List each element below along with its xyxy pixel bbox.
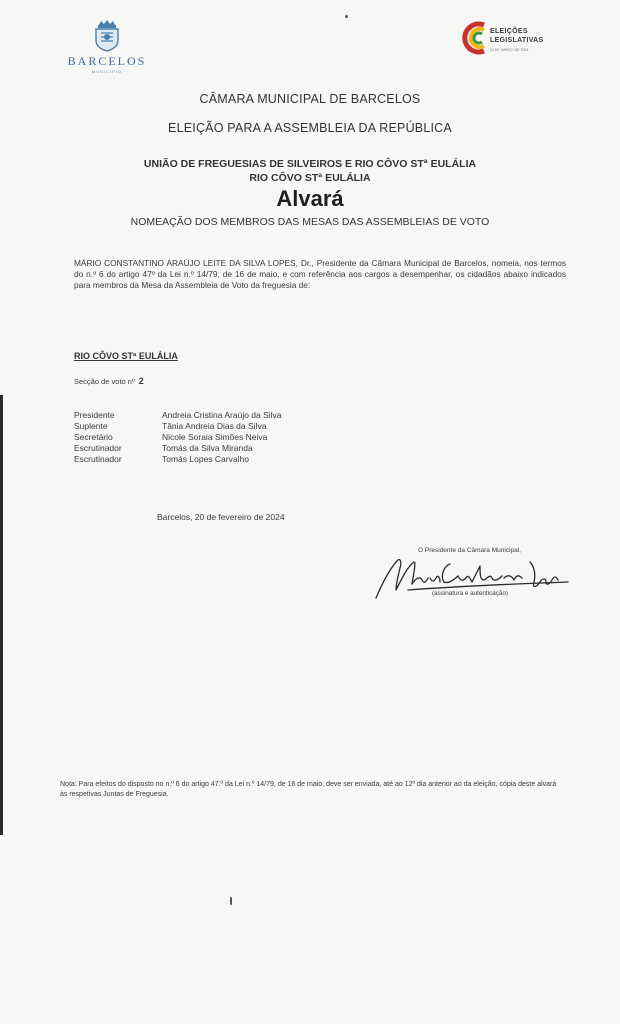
scan-speck — [345, 15, 348, 18]
member-name: Nicole Soraia Simões Neiva — [162, 432, 268, 442]
member-role: Presidente — [74, 410, 115, 420]
eleicoes-logo-icon — [462, 21, 490, 55]
member-name: Andreia Cristina Araújo da Silva — [162, 410, 282, 420]
president-label: O Presidente da Câmara Municipal, — [418, 547, 521, 554]
eleicoes-line1: ELEIÇÕES — [490, 28, 528, 35]
barcelos-sub: MUNICÍPIO — [91, 69, 123, 74]
section-label: Secção de voto nº — [74, 377, 135, 386]
member-name: Tânia Andreia Dias da Silva — [162, 421, 267, 431]
member-name: Tomás da Silva Miranda — [162, 443, 253, 453]
eleicoes-line3: 10 DE MARÇO DE 2024 — [490, 48, 529, 52]
place-date: Barcelos, 20 de fevereiro de 2024 — [157, 512, 285, 522]
section-line — [74, 376, 144, 386]
body-paragraph: MÁRIO CONSTANTINO ARAÚJO LEITE DA SILVA LOPES, Dr., Presidente da Câmara Municipal de Barcelos, nomeia, nos termos do n.º 6 do artigo 47º da Lei n.º 14/79, de 16 de maio, e com referência aos cargos a desempenhar, os cidadãos abaixo indicados para membros da Mesa da Assembleia de Voto da freguesia de: — [74, 258, 566, 290]
scan-speck — [230, 897, 232, 905]
member-role: Escrutinador — [74, 454, 122, 464]
member-role: Escrutinador — [74, 443, 122, 453]
title-camara: CÂMARA MUNICIPAL DE BARCELOS — [199, 92, 421, 106]
member-role: Secretário — [74, 432, 113, 442]
barcelos-name: BARCELOS — [67, 54, 147, 68]
eleicoes-logo — [462, 21, 572, 61]
signature-caption: (assinatura e autenticação) — [432, 590, 508, 597]
member-role: Suplente — [74, 421, 108, 431]
section-title: RIO CÔVO STª EULÁLIA — [74, 351, 178, 361]
eleicoes-line2: LEGISLATIVAS — [490, 37, 544, 44]
title-eleicao: ELEIÇÃO PARA A ASSEMBLEIA DA REPÚBLICA — [168, 121, 452, 135]
title-nomeacao: NOMEAÇÃO DOS MEMBROS DAS MESAS DAS ASSEMBLEIAS DE VOTO — [130, 216, 490, 228]
section-number: 2 — [138, 376, 144, 386]
title-alvara: Alvará — [276, 186, 344, 211]
member-name: Tomás Lopes Carvalho — [162, 454, 249, 464]
title-uniao: UNIÃO DE FREGUESIAS DE SILVEIROS E RIO CÔVO STª EULÁLIA — [143, 158, 477, 170]
barcelos-logo — [62, 20, 152, 74]
title-rio: RIO CÔVO STª EULÁLIA — [249, 172, 371, 184]
footer-note: Nota: Para efeitos do disposto no n.º 6 do artigo 47.º da Lei n.º 14/79, de 16 de maio, deve ser enviada, até ao 12º dia anterior ao da eleição, cópia deste alvará às respetivas Juntas de Freguesia. — [60, 781, 557, 798]
scan-edge — [0, 395, 3, 835]
barcelos-coat-of-arms-icon — [90, 20, 124, 52]
